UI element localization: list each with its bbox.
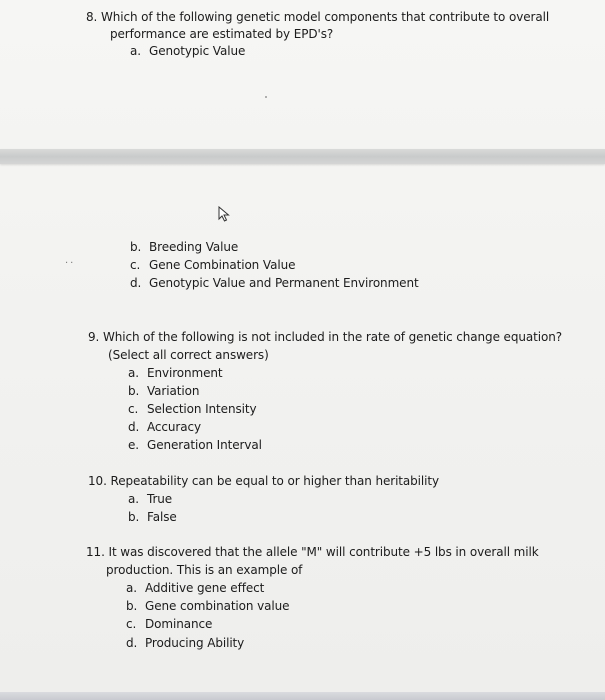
option-letter: d. <box>126 636 138 650</box>
option-letter: b. <box>128 384 140 398</box>
q9-option-c <box>128 400 256 418</box>
option-text: Dominance <box>145 617 213 631</box>
q9-option-a <box>128 364 223 382</box>
bottom-edge-bar <box>0 692 605 700</box>
option-letter: d. <box>128 420 140 434</box>
scan-speck <box>265 96 267 98</box>
option-text: Environment <box>147 366 223 380</box>
mouse-pointer-icon <box>217 206 231 222</box>
option-letter: b. <box>128 510 140 524</box>
q8-text-line2: performance are estimated by EPD's? <box>110 27 334 41</box>
q9-option-e <box>128 436 262 454</box>
q9-option-d <box>128 418 201 436</box>
q11-text-line1: 11. It was discovered that the allele "M" will contribute +5 lbs in overall milk <box>86 545 539 559</box>
option-text: Breeding Value <box>149 240 239 254</box>
option-letter: d. <box>130 276 142 290</box>
option-text: False <box>147 510 177 524</box>
option-letter: c. <box>130 258 141 272</box>
option-text: True <box>147 492 173 506</box>
option-text: Accuracy <box>147 420 201 434</box>
q11-option-b <box>126 597 289 615</box>
q10-text-line1: 10. Repeatability can be equal to or higher than heritability <box>88 474 439 488</box>
option-letter: b. <box>130 240 142 254</box>
q10-option-a <box>128 490 172 508</box>
option-text: Producing Ability <box>145 636 245 650</box>
q9-text-line2: (Select all correct answers) <box>108 348 269 362</box>
option-text: Gene Combination Value <box>149 258 296 272</box>
option-letter: a. <box>128 366 139 380</box>
option-text: Additive gene effect <box>145 581 265 595</box>
option-letter: c. <box>128 402 139 416</box>
q9-option-b <box>128 382 199 400</box>
option-letter: c. <box>126 617 137 631</box>
option-letter: a. <box>130 44 141 58</box>
q8-option-b <box>130 238 238 256</box>
q8-text-line1: 8. Which of the following genetic model components that contribute to overall <box>86 10 550 24</box>
q9-text-line1: 9. Which of the following is not included in the rate of genetic change equation? <box>88 330 562 344</box>
q10-option-b <box>128 508 177 526</box>
option-letter: e. <box>128 438 139 452</box>
q11-option-a <box>126 579 264 597</box>
q8-option-c <box>130 256 295 274</box>
q11-option-c <box>126 615 212 633</box>
q11-text-line2: production. This is an example of <box>106 563 303 577</box>
option-text: Genotypic Value and Permanent Environment <box>149 276 419 290</box>
q8-option-a <box>130 42 245 60</box>
q11-option-d <box>126 634 244 652</box>
option-text: Genotypic Value <box>149 44 246 58</box>
option-text: Selection Intensity <box>147 402 257 416</box>
scan-dots: ·· <box>65 258 76 269</box>
option-letter: a. <box>126 581 137 595</box>
page-divider <box>0 149 605 164</box>
option-text: Gene combination value <box>145 599 290 613</box>
option-text: Generation Interval <box>147 438 262 452</box>
q8-option-d <box>130 274 419 292</box>
option-text: Variation <box>147 384 200 398</box>
option-letter: b. <box>126 599 138 613</box>
option-letter: a. <box>128 492 139 506</box>
